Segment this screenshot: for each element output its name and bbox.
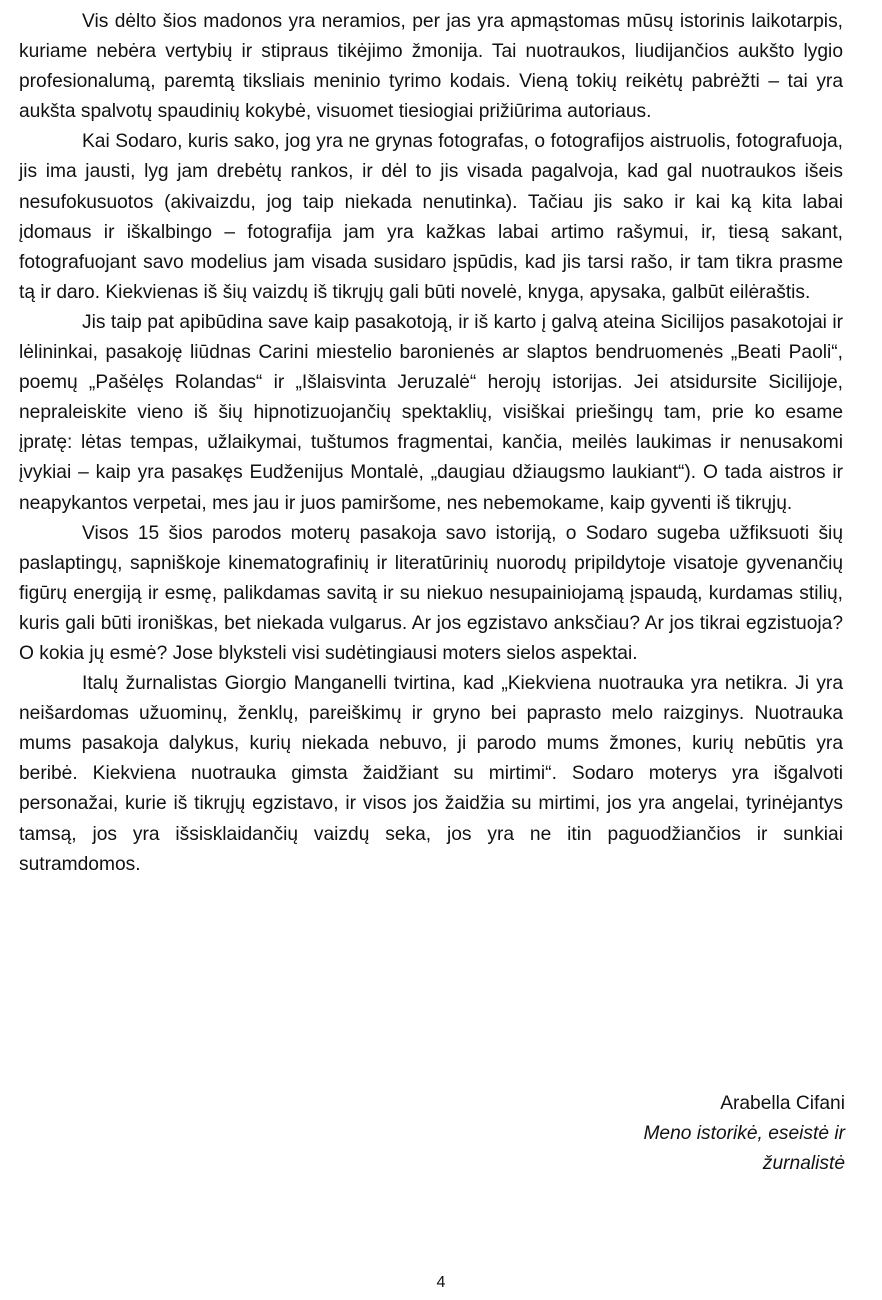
article-body <box>19 7 843 880</box>
paragraph: Jis taip pat apibūdina save kaip pasakotoją, ir iš karto į galvą ateina Sicilijos pasakotojai ir lėlininkai, pasakoję liūdnas Carini miestelio baronienės ar slaptos bendruomenės „Beati Paoli“, poemų „Pašėlęs Rolandas“ ir „Išlaisvinta Jeruzalė“ herojų istorijas. Jei atsidursite Sicilijoje, nepraleiskite vieno iš šių hipnotizuojančių spektaklių, visiškai priešingų tam, prie ko esame įpratę: lėtas tempas, užlaikymai, tuštumos fragmentai, kančia, meilės laukimas ir nenusakomi įvykiai – kaip yra pasakęs Eudženijus Montalė, „daugiau džiaugsmo laukiant“). O tada aistros ir neapykantos verpetai, mes jau ir juos pamiršome, nes nebemokame, kaip gyventi iš tikrųjų. <box>19 311 843 514</box>
paragraph: Italų žurnalistas Giorgio Manganelli tvirtina, kad „Kiekviena nuotrauka yra netikra. Ji yra neišardomas užuominų, ženklų, pareiškimų ir gryno bei paprasto melo raizginys. Nuotrauka mums pasakoja dalykus, kurių niekada nebuvo, ji parodo mums žmones, kurių nebūtis yra beribė. Kiekviena nuotrauka gimsta žaidžiant su mirtimi“. Sodaro moterys yra išgalvoti personažai, kurie iš tikrųjų egzistavo, ir visos jos žaidžia su mirtimi, jos yra angelai, tyrinėjantys tamsą, jos yra išsisklaidančių vaizdų seka, jos yra ne itin paguodžiančios ir sunkiai sutramdomos. <box>19 673 843 875</box>
paragraph: Kai Sodaro, kuris sako, jog yra ne grynas fotografas, o fotografijos aistruolis, fotografuoja, jis ima jausti, lyg jam drebėtų rankos, ir dėl to jis visada pagalvoja, kad gal nuotraukos išeis nesufokusuotos (akivaizdu, jog taip niekada nenutinka). Tačiau jis sako ir kai ką kita labai įdomaus ir iškalbingo – fotografija jam yra kažkas labai artimo rašymui, ir, tiesą sakant, fotografuojant savo modelius jam visada susidaro įspūdis, kad jis tarsi rašo, ir tam tikra prasme tą ir daro. Kiekvienas iš šių vaizdų iš tikrųjų gali būti novelė, knyga, apysaka, galbūt eilėraštis. <box>19 131 843 303</box>
paragraph: Vis dėlto šios madonos yra neramios, per jas yra apmąstomas mūsų istorinis laikotarpis, kuriame nebėra vertybių ir stipraus tikėjimo žmonija. Tai nuotraukos, liudijančios aukšto lygio profesionalumą, paremtą tiksliais meninio tyrimo kodais. Vieną tokių reikėtų pabrėžti – tai yra aukšta spalvotų spaudinių kokybė, visuomet tiesiogiai prižiūrima autoriaus. <box>19 11 843 123</box>
author-name: Arabella Cifani <box>720 1093 845 1114</box>
paragraph: Visos 15 šios parodos moterų pasakoja savo istoriją, o Sodaro sugeba užfiksuoti šių paslaptingų, sapniškoje kinematografinių ir literatūrinių nuorodų pripildytoje visatoje gyvenančių figūrų energiją ir esmę, palikdamas savitą ir su niekuo nesupainiojamą įspaudą, kurdamas stilių, kuris gali būti ironiškas, bet niekada vulgarus. Ar jos egzistavo anksčiau? Ar jos tikrai egzistuoja? O kokia jų esmė? Jose blyksteli visi sudėtingiausi moters sielos aspektai. <box>19 522 843 664</box>
author-signature <box>545 1089 845 1179</box>
page-number: 4 <box>436 1274 446 1291</box>
author-role-line-1: Meno istorikė, eseistė ir <box>643 1123 845 1144</box>
author-role-line-2: žurnalistė <box>762 1153 845 1174</box>
